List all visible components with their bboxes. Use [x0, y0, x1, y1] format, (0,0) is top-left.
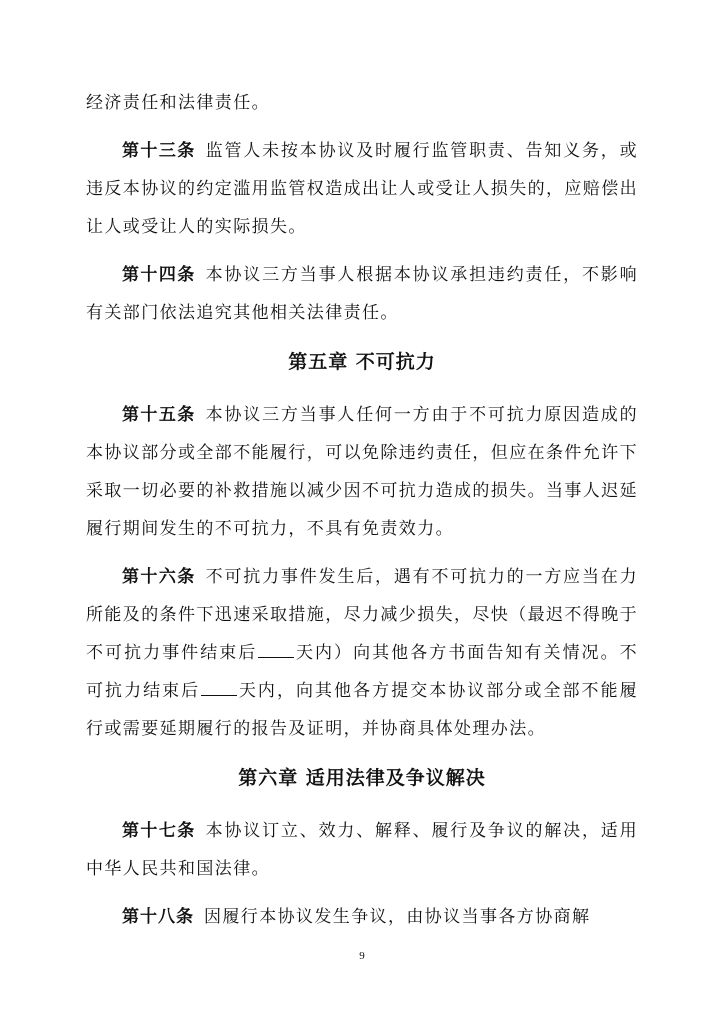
- fill-in-blank: [258, 641, 294, 658]
- fill-in-blank: [201, 679, 237, 696]
- chapter-heading: 第五章 不可抗力: [288, 351, 436, 373]
- paragraph-text: 不可抗力事件发生后，遇有不可抗力的一方应当在力所能及的条件下迅速采取措施，尽力减少损失，尽快（最迟不得晚于不可抗力事件结束后: [86, 567, 639, 663]
- chapter-heading: 第六章 适用法律及争议解决: [238, 767, 486, 789]
- article-number: 第十八条: [122, 907, 194, 927]
- paragraph-text: 本协议三方当事人任何一方由于不可抗力原因造成的本协议部分或全部不能履行，可以免除违约责任，但应在条件允许下采取一切必要的补救措施以减少因不可抗力造成的损失。当事人迟延履行期间发生的不可抗力，不具有免责效力。: [86, 405, 639, 539]
- paragraph: [86, 558, 638, 748]
- paragraph: [86, 898, 638, 936]
- paragraph: [86, 812, 638, 888]
- article-number: 第十三条: [122, 141, 196, 161]
- article-number: 第十六条: [122, 567, 196, 587]
- paragraph-text: 天内）向其他各方书面告知有关情况。不可抗力结束后: [86, 643, 639, 701]
- article-number: 第十七条: [122, 821, 196, 841]
- paragraph-text: 本协议三方当事人根据本协议承担违约责任，不影响有关部门依法追究其他相关法律责任。: [86, 265, 639, 323]
- article-number: 第十五条: [122, 405, 196, 425]
- paragraph-text: 经济责任和法律责任。: [86, 93, 270, 113]
- paragraph-text: 监管人未按本协议及时履行监管职责、告知义务，或违反本协议的约定滥用监管权造成出让人或受让人损失的，应赔偿出让人或受让人的实际损失。: [86, 141, 639, 237]
- paragraph: [86, 84, 638, 122]
- paragraph-text: 天内，向其他各方提交本协议部分或全部不能履行或需要延期履行的报告及证明，并协商具体处理办法。: [86, 681, 639, 739]
- paragraph-text: 本协议订立、效力、解释、履行及争议的解决，适用中华人民共和国法律。: [86, 821, 639, 879]
- page-number: 9: [359, 950, 365, 962]
- article-number: 第十四条: [122, 265, 196, 285]
- document-body: [86, 84, 638, 936]
- paragraph: [86, 256, 638, 332]
- paragraph: [86, 396, 638, 548]
- paragraph: [86, 132, 638, 246]
- paragraph-text: 因履行本协议发生争议，由协议当事各方协商解: [204, 907, 591, 927]
